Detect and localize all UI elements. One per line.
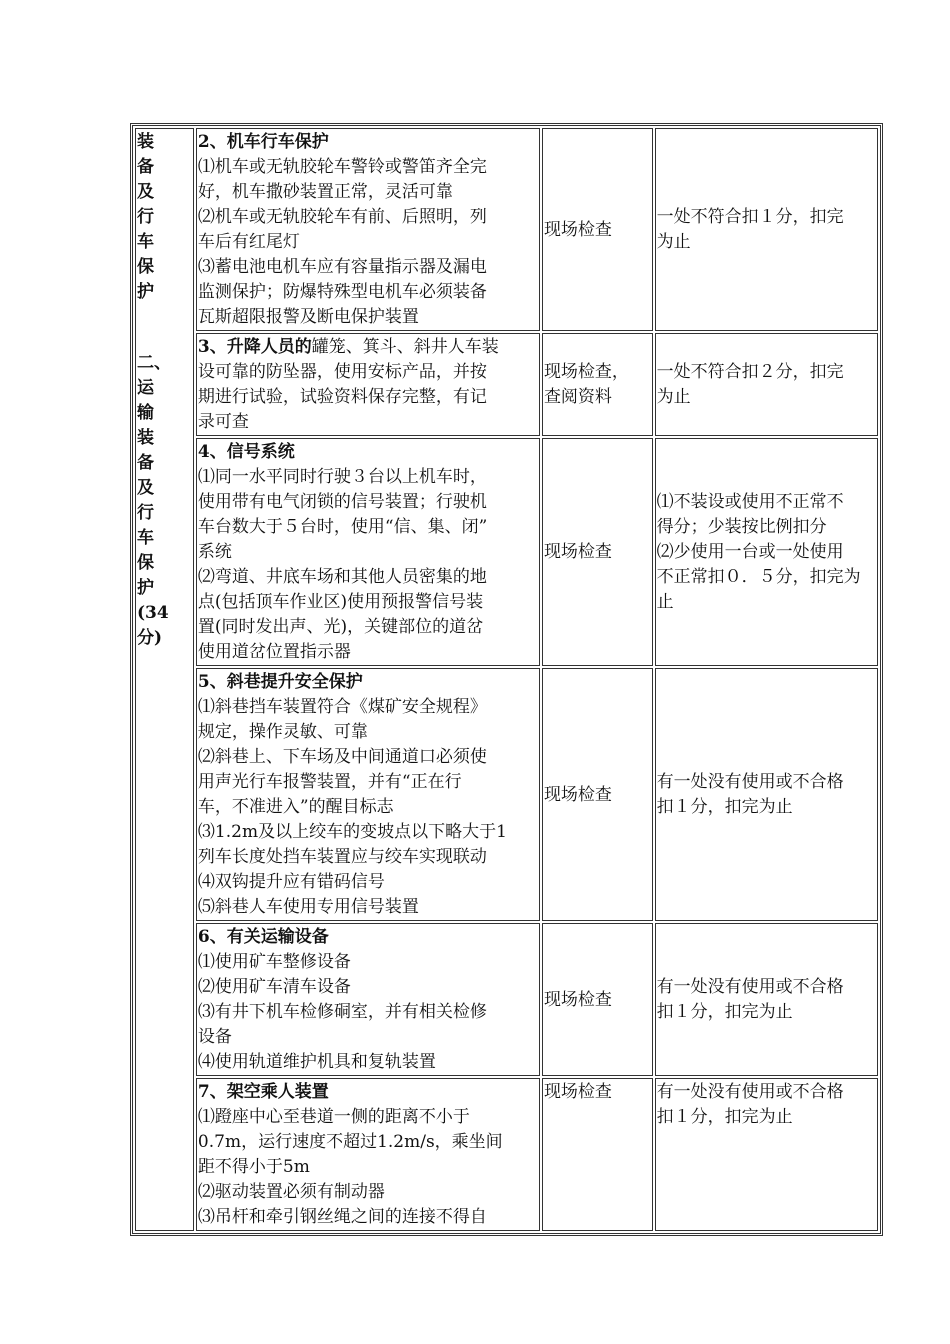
item-line: ⑴机车或无轨胶轮车警铃或警笛齐全完 <box>197 157 487 177</box>
item-line: 车，不准进入”的醒目标志 <box>197 797 394 817</box>
category-char: 护 <box>137 282 154 302</box>
category-char: 护 <box>137 578 154 598</box>
category-char: 保 <box>137 257 154 277</box>
scoring-line: ⑴不装设或使用不正常不 <box>656 492 844 512</box>
category-char: 分) <box>137 628 163 648</box>
item-line: ⑵机车或无轨胶轮车有前、后照明，列 <box>197 207 487 227</box>
category-char: 二、 <box>137 353 171 373</box>
check-method: 现场检查 <box>542 128 653 331</box>
table-row <box>135 923 878 1076</box>
category-char: 行 <box>137 503 154 523</box>
item-line: ⑸斜巷人车使用专用信号装置 <box>197 897 419 917</box>
scoring-rule <box>655 1078 878 1231</box>
check-method: 现场检查 <box>542 668 653 921</box>
item-content <box>196 333 540 436</box>
category-title-top <box>137 130 192 305</box>
scoring-line: 有一处没有使用或不合格 <box>656 977 844 997</box>
item-line: ⑵驱动装置必须有制动器 <box>197 1182 385 1202</box>
item-line: 好，机车撒砂装置正常，灵活可靠 <box>197 182 453 202</box>
item-line: ⑶吊杆和牵引钢丝绳之间的连接不得自 <box>197 1207 487 1227</box>
item-title: 2、机车行车保护 <box>197 132 329 152</box>
scoring-line: 一处不符合扣１分，扣完 <box>656 207 844 227</box>
scoring-line: 得分；少装按比例扣分 <box>656 517 827 537</box>
scoring-line: 一处不符合扣２分，扣完 <box>656 362 844 382</box>
item-line: 距不得小于5m <box>197 1157 310 1177</box>
item-line: 用声光行车报警装置，并有“正在行 <box>197 772 462 792</box>
category-char: 装 <box>137 428 154 448</box>
item-line: ⑷双钩提升应有错码信号 <box>197 872 385 892</box>
scoring-line: 有一处没有使用或不合格 <box>656 1082 844 1102</box>
check-method: 现场检查 <box>542 923 653 1076</box>
scoring-rule <box>655 923 878 1076</box>
category-cell <box>135 128 194 1231</box>
item-lines <box>198 695 538 920</box>
category-char: 车 <box>137 528 154 548</box>
item-title: 3、升降人员的 <box>197 337 312 357</box>
item-content <box>196 923 540 1076</box>
item-line: 设可靠的防坠器，使用安标产品，并按 <box>197 362 487 382</box>
check-method: 现场检查 <box>542 1078 653 1231</box>
item-line: 使用道岔位置指示器 <box>197 642 351 662</box>
item-content <box>196 438 540 666</box>
item-lines <box>198 155 538 330</box>
check-method: 现场检查 <box>542 438 653 666</box>
category-char: 及 <box>137 478 154 498</box>
category-char: 及 <box>137 182 154 202</box>
category-score <box>137 601 192 651</box>
scoring-line: 不正常扣０．５分，扣完为 <box>656 567 861 587</box>
item-line: ⑶1.2m及以上绞车的变坡点以下略大于1 <box>197 822 507 842</box>
category-char: 备 <box>137 157 154 177</box>
item-lines <box>198 360 538 435</box>
scoring-line: 扣１分，扣完为止 <box>656 797 793 817</box>
item-line: ⑴蹬座中心至巷道一侧的距离不小于 <box>197 1107 470 1127</box>
item-line: 列车长度处挡车装置应与绞车实现联动 <box>197 847 487 867</box>
item-title: 5、斜巷提升安全保护 <box>197 672 363 692</box>
item-line: 录可查 <box>197 412 249 432</box>
item-line: 规定，操作灵敏、可靠 <box>197 722 368 742</box>
check-method <box>542 333 653 436</box>
item-line: 设备 <box>197 1027 232 1047</box>
item-line: ⑵使用矿车清车设备 <box>197 977 351 997</box>
scoring-line: 为止 <box>656 232 691 252</box>
item-line: ⑴使用矿车整修设备 <box>197 952 351 972</box>
table-row <box>135 1078 878 1231</box>
scoring-line: 止 <box>656 592 674 612</box>
category-char: 行 <box>137 207 154 227</box>
item-line: 系统 <box>197 542 232 562</box>
table-row <box>135 438 878 666</box>
item-content <box>196 128 540 331</box>
scoring-rule <box>655 333 878 436</box>
item-line: ⑶有井下机车检修硐室，并有相关检修 <box>197 1002 487 1022</box>
item-content <box>196 668 540 921</box>
scoring-line: 有一处没有使用或不合格 <box>656 772 844 792</box>
scoring-line: ⑵少使用一台或一处使用 <box>656 542 844 562</box>
scoring-line: 扣１分，扣完为止 <box>656 1107 793 1127</box>
scoring-rule <box>655 128 878 331</box>
check-method-line: 现场检查， <box>543 362 629 382</box>
inspection-table <box>132 125 881 1234</box>
item-line: ⑴斜巷挡车装置符合《煤矿安全规程》 <box>197 697 487 717</box>
check-method-line: 查阅资料 <box>543 387 612 407</box>
scoring-rule <box>655 668 878 921</box>
category-char: 装 <box>137 132 154 152</box>
item-line: ⑶蓄电池电机车应有容量指示器及漏电 <box>197 257 487 277</box>
item-line: 0.7m，运行速度不超过1.2m/s，乘坐间 <box>197 1132 503 1152</box>
item-line: ⑵斜巷上、下车场及中间通道口必须使 <box>197 747 487 767</box>
item-line: 瓦斯超限报警及断电保护装置 <box>197 307 419 327</box>
item-content <box>196 1078 540 1231</box>
category-char: (34 <box>137 603 169 623</box>
table-row <box>135 128 878 331</box>
item-line: 期进行试验，试验资料保存完整，有记 <box>197 387 487 407</box>
scoring-line: 为止 <box>656 387 691 407</box>
item-line: 监测保护；防爆特殊型电机车必须装备 <box>197 282 487 302</box>
item-line: 使用带有电气闭锁的信号装置；行驶机 <box>197 492 487 512</box>
scoring-line: 扣１分，扣完为止 <box>656 1002 793 1022</box>
item-line: 置(同时发出声、光)，关键部位的道岔 <box>197 617 484 637</box>
item-title: 4、信号系统 <box>197 442 295 462</box>
category-char: 保 <box>137 553 154 573</box>
item-line: 点(包括顶车作业区)使用预报警信号装 <box>197 592 484 612</box>
category-char: 车 <box>137 232 154 252</box>
item-title-rest: 罐笼、箕斗、斜井人车装 <box>311 337 499 357</box>
item-line: ⑵弯道、井底车场和其他人员密集的地 <box>197 567 487 587</box>
item-line: 车台数大于５台时，使用“信、集、闭” <box>197 517 488 537</box>
category-title-main <box>137 351 192 601</box>
item-line: ⑴同一水平同时行驶３台以上机车时， <box>197 467 487 487</box>
item-line: 车后有红尾灯 <box>197 232 300 252</box>
category-char: 运 <box>137 378 154 398</box>
table-row <box>135 668 878 921</box>
item-lines <box>198 950 538 1075</box>
item-title: 7、架空乘人装置 <box>197 1082 329 1102</box>
category-char: 备 <box>137 453 154 473</box>
item-lines <box>198 1105 538 1230</box>
item-lines <box>198 465 538 665</box>
table-row <box>135 333 878 436</box>
item-line: ⑷使用轨道维护机具和复轨装置 <box>197 1052 436 1072</box>
item-title: 6、有关运输设备 <box>197 927 329 947</box>
scoring-rule <box>655 438 878 666</box>
category-char: 输 <box>137 403 154 423</box>
